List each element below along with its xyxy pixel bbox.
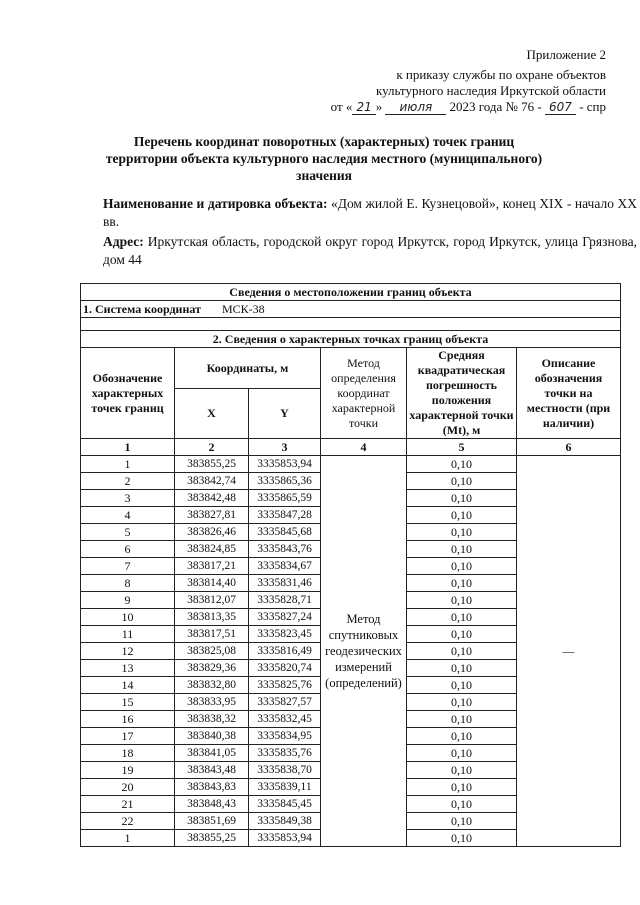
- coord-x: 383842,48: [175, 490, 249, 507]
- coord-y: 3335853,94: [249, 456, 321, 473]
- coord-x: 383855,25: [175, 456, 249, 473]
- coord-y: 3335834,95: [249, 728, 321, 745]
- coord-x: 383832,80: [175, 677, 249, 694]
- error-value: 0,10: [407, 694, 517, 711]
- error-value: 0,10: [407, 762, 517, 779]
- error-value: 0,10: [407, 456, 517, 473]
- coord-x: 383841,05: [175, 745, 249, 762]
- coord-x: 383848,43: [175, 796, 249, 813]
- point-number: 15: [81, 694, 175, 711]
- point-number: 19: [81, 762, 175, 779]
- coord-y: 3335832,45: [249, 711, 321, 728]
- coord-x: 383842,74: [175, 473, 249, 490]
- error-value: 0,10: [407, 677, 517, 694]
- point-number: 11: [81, 626, 175, 643]
- table-row: [81, 456, 621, 473]
- col-header-desc: Описание обозначения точки на местности (при наличии): [517, 348, 621, 439]
- point-number: 12: [81, 643, 175, 660]
- point-number: 20: [81, 779, 175, 796]
- error-value: 0,10: [407, 796, 517, 813]
- coord-y: 3335849,38: [249, 813, 321, 830]
- point-number: 10: [81, 609, 175, 626]
- error-value: 0,10: [407, 558, 517, 575]
- point-number: 13: [81, 660, 175, 677]
- section2-title: 2. Сведения о характерных точках границ объекта: [81, 331, 621, 348]
- col-number: 6: [517, 439, 621, 456]
- coord-y: 3335843,76: [249, 541, 321, 558]
- col-number: 5: [407, 439, 517, 456]
- order-date-line: от « 21 » июля 2023 года № 76 - 607 - спр: [330, 99, 606, 114]
- coord-x: 383817,51: [175, 626, 249, 643]
- coord-y: 3335839,11: [249, 779, 321, 796]
- error-value: 0,10: [407, 745, 517, 762]
- point-number: 7: [81, 558, 175, 575]
- col-number: 2: [175, 439, 249, 456]
- error-value: 0,10: [407, 728, 517, 745]
- coord-y: 3335845,68: [249, 524, 321, 541]
- appendix-title: Приложение 2: [526, 47, 606, 62]
- point-number: 8: [81, 575, 175, 592]
- point-number: 6: [81, 541, 175, 558]
- coordinate-system-value: МСК-38: [221, 301, 265, 316]
- col-header-error: Средняя квадратическая погрешность положения характерной точки (Mt), м: [407, 348, 517, 439]
- handwritten-order-number: 607: [545, 100, 576, 115]
- description-cell: —: [517, 456, 621, 847]
- error-value: 0,10: [407, 830, 517, 847]
- col-header-method: Метод определения координат характерной точки: [321, 348, 407, 439]
- coordinates-table: [80, 283, 621, 847]
- error-value: 0,10: [407, 575, 517, 592]
- error-value: 0,10: [407, 711, 517, 728]
- coord-x: 383840,38: [175, 728, 249, 745]
- coordinate-system-row: 1. Система координат МСК-38: [81, 301, 621, 318]
- point-number: 2: [81, 473, 175, 490]
- coord-y: 3335827,57: [249, 694, 321, 711]
- error-value: 0,10: [407, 592, 517, 609]
- coord-y: 3335825,76: [249, 677, 321, 694]
- error-value: 0,10: [407, 643, 517, 660]
- col-header-x: X: [175, 389, 249, 439]
- section1-title: Сведения о местоположении границ объекта: [81, 284, 621, 301]
- handwritten-month: июля: [385, 100, 446, 115]
- coord-y: 3335823,45: [249, 626, 321, 643]
- error-value: 0,10: [407, 490, 517, 507]
- coord-y: 3335835,76: [249, 745, 321, 762]
- object-address: Адрес: Иркутская область, городской округ город Иркутск, город Иркутск, улица Грязнова, дом 44: [103, 234, 637, 267]
- error-value: 0,10: [407, 524, 517, 541]
- point-number: 3: [81, 490, 175, 507]
- appendix-header: [331, 47, 606, 115]
- coord-x: 383827,81: [175, 507, 249, 524]
- error-value: 0,10: [407, 779, 517, 796]
- document-title: Перечень координат поворотных (характерных) точек границ территории объекта культурного наследия местного (муниципального) значения: [105, 134, 543, 183]
- error-value: 0,10: [407, 507, 517, 524]
- point-number: 5: [81, 524, 175, 541]
- coord-x: 383826,46: [175, 524, 249, 541]
- coord-x: 383851,69: [175, 813, 249, 830]
- error-value: 0,10: [407, 609, 517, 626]
- coord-x: 383829,36: [175, 660, 249, 677]
- coord-y: 3335865,36: [249, 473, 321, 490]
- point-number: 1: [81, 456, 175, 473]
- coord-x: 383843,48: [175, 762, 249, 779]
- coord-x: 383843,83: [175, 779, 249, 796]
- spacer-row: [81, 318, 621, 331]
- coord-y: 3335816,49: [249, 643, 321, 660]
- col-header-y: Y: [249, 389, 321, 439]
- col-number: 4: [321, 439, 407, 456]
- point-number: 1: [81, 830, 175, 847]
- col-number: 3: [249, 439, 321, 456]
- coord-y: 3335845,45: [249, 796, 321, 813]
- coord-x: 383814,40: [175, 575, 249, 592]
- object-name: Наименование и датировка объекта: «Дом жилой Е. Кузнецовой», конец XIX - начало XX вв.: [103, 196, 637, 229]
- point-number: 4: [81, 507, 175, 524]
- coord-x: 383833,95: [175, 694, 249, 711]
- point-number: 18: [81, 745, 175, 762]
- coord-y: 3335834,67: [249, 558, 321, 575]
- col-number: 1: [81, 439, 175, 456]
- point-number: 21: [81, 796, 175, 813]
- coord-y: 3335838,70: [249, 762, 321, 779]
- point-number: 9: [81, 592, 175, 609]
- coord-x: 383825,08: [175, 643, 249, 660]
- point-number: 22: [81, 813, 175, 830]
- point-number: 16: [81, 711, 175, 728]
- coord-x: 383824,85: [175, 541, 249, 558]
- coord-y: 3335865,59: [249, 490, 321, 507]
- coord-y: 3335853,94: [249, 830, 321, 847]
- order-authority: культурного наследия Иркутской области: [375, 83, 606, 98]
- error-value: 0,10: [407, 541, 517, 558]
- handwritten-day: 21: [352, 100, 375, 115]
- coord-x: 383855,25: [175, 830, 249, 847]
- order-reference: к приказу службы по охране объектов: [396, 67, 606, 82]
- error-value: 0,10: [407, 626, 517, 643]
- col-header-coords: Координаты, м: [175, 348, 321, 389]
- error-value: 0,10: [407, 660, 517, 677]
- point-number: 17: [81, 728, 175, 745]
- error-value: 0,10: [407, 813, 517, 830]
- coord-x: 383812,07: [175, 592, 249, 609]
- coord-y: 3335827,24: [249, 609, 321, 626]
- method-cell: Метод спутниковых геодезических измерений (определений): [321, 456, 407, 847]
- coord-y: 3335820,74: [249, 660, 321, 677]
- point-number: 14: [81, 677, 175, 694]
- coord-y: 3335828,71: [249, 592, 321, 609]
- coord-y: 3335831,46: [249, 575, 321, 592]
- error-value: 0,10: [407, 473, 517, 490]
- col-header-point: Обозначение характерных точек границ: [81, 348, 175, 439]
- coord-x: 383817,21: [175, 558, 249, 575]
- coord-y: 3335847,28: [249, 507, 321, 524]
- coord-x: 383838,32: [175, 711, 249, 728]
- coord-x: 383813,35: [175, 609, 249, 626]
